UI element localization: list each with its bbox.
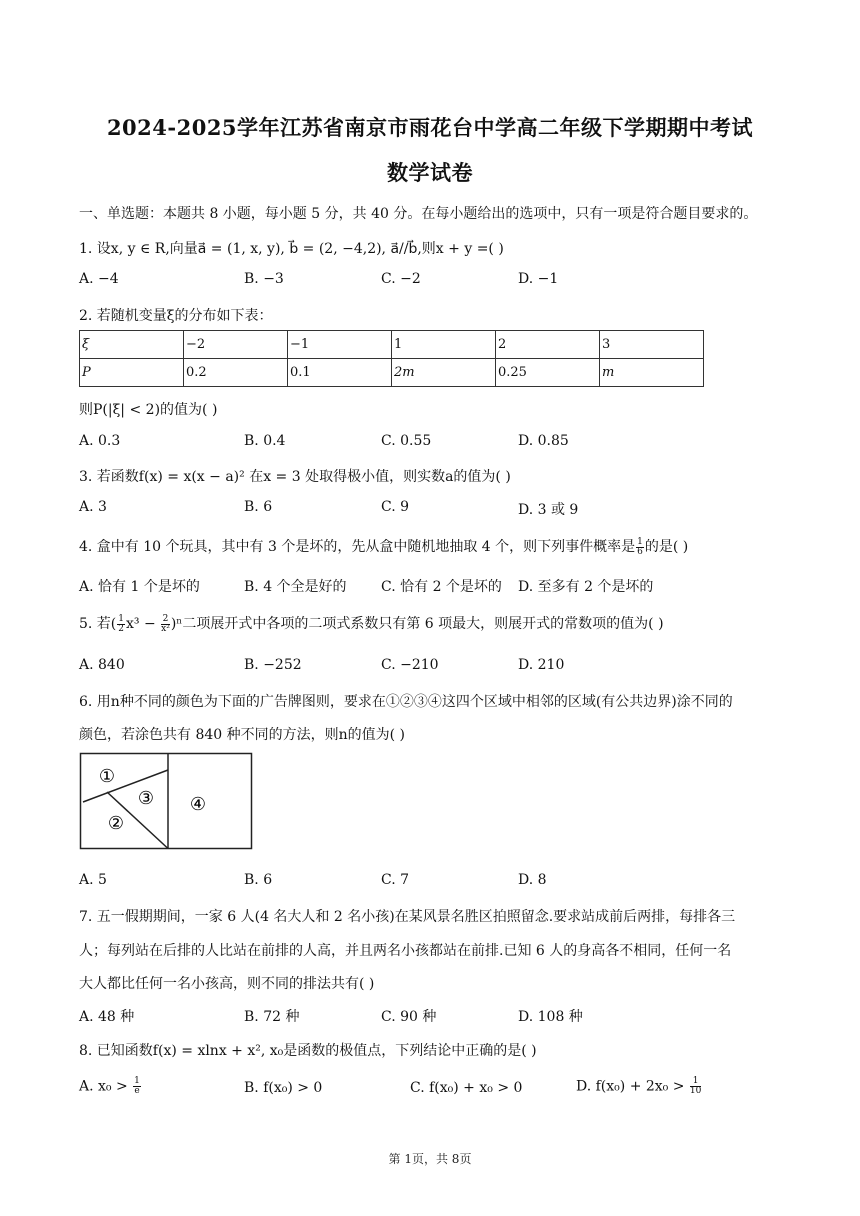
table-cell: m bbox=[600, 359, 704, 387]
q2-option-c: C. 0.55 bbox=[381, 433, 432, 449]
q8-stem: 8. 已知函数f(x) = xlnx + x², x₀是函数的极值点，下列结论中正确的是( ) bbox=[79, 1043, 537, 1059]
q4-stem-text: 4. 盒中有 10 个玩具，其中有 3 个是坏的，先从盒中随机地抽取 4 个，则下列事件概率是 bbox=[79, 539, 636, 555]
q5-stem-mid: x³ − bbox=[126, 616, 161, 632]
table-cell: −2 bbox=[184, 331, 288, 359]
q6-option-a: A. 5 bbox=[79, 872, 107, 888]
exam-subtitle: 数学试卷 bbox=[387, 160, 473, 185]
q6-option-d: D. 8 bbox=[518, 872, 547, 888]
q1-option-b: B. −3 bbox=[244, 271, 284, 287]
distribution-table bbox=[79, 330, 704, 387]
q5-fraction-1 bbox=[117, 615, 125, 634]
table-cell: 2m bbox=[392, 359, 496, 387]
region-2-label: ② bbox=[107, 813, 125, 834]
divider-diagonal-upper bbox=[83, 770, 168, 802]
table-row bbox=[80, 359, 704, 387]
q1-option-c: C. −2 bbox=[381, 271, 421, 287]
table-cell: 2 bbox=[496, 331, 600, 359]
q5-stem-text: 5. 若( bbox=[79, 616, 117, 632]
fraction-denominator: 2 bbox=[118, 623, 125, 634]
fraction-denominator: 6 bbox=[637, 546, 643, 557]
exam-title: 2024-2025学年江苏省南京市雨花台中学高二年级下学期期中考试 bbox=[106, 115, 754, 140]
fraction-numerator: 1 bbox=[134, 1076, 140, 1086]
table-cell: 3 bbox=[600, 331, 704, 359]
fraction-denominator: x² bbox=[161, 623, 170, 634]
q5-stem-tail: )ⁿ二项展开式中各项的二项式系数只有第 6 项最大，则展开式的常数项的值为( ) bbox=[170, 616, 664, 632]
q5-option-a: A. 840 bbox=[79, 657, 125, 673]
q2-option-d: D. 0.85 bbox=[518, 433, 569, 449]
q5-stem bbox=[79, 613, 664, 634]
table-cell: 0.2 bbox=[184, 359, 288, 387]
page-footer: 第 1页，共 8页 bbox=[388, 1152, 472, 1166]
table-cell: P bbox=[80, 359, 184, 387]
q8-option-a-fraction bbox=[133, 1077, 141, 1096]
q8-option-a bbox=[79, 1077, 142, 1096]
q4-stem-tail: 的是( ) bbox=[644, 539, 689, 555]
q5-option-b: B. −252 bbox=[244, 657, 302, 673]
q4-option-c: C. 恰有 2 个是坏的 bbox=[381, 579, 502, 595]
q4-option-b: B. 4 个全是好的 bbox=[244, 579, 347, 595]
q6-stem-line1: 6. 用n种不同的颜色为下面的广告牌图则，要求在①②③④这四个区域中相邻的区域(有公共边界)涂不同的 bbox=[79, 694, 733, 710]
q7-option-c: C. 90 种 bbox=[381, 1009, 437, 1025]
q7-option-b: B. 72 种 bbox=[244, 1009, 300, 1025]
q4-fraction bbox=[636, 538, 644, 557]
fraction-numerator: 1 bbox=[637, 536, 643, 547]
q2-option-b: B. 0.4 bbox=[244, 433, 286, 449]
region-1-label: ① bbox=[98, 766, 116, 787]
q1-option-a: A. −4 bbox=[79, 271, 119, 287]
q7-option-a: A. 48 种 bbox=[79, 1009, 135, 1025]
q1-stem: 1. 设x, y ∈ R,向量a⃗ = (1, x, y), b⃗ = (2, −4,2), a⃗//b⃗,则x + y =( ) bbox=[79, 241, 504, 257]
q6-option-b: B. 6 bbox=[244, 872, 273, 888]
q4-option-a: A. 恰有 1 个是坏的 bbox=[79, 579, 200, 595]
q3-option-b: B. 6 bbox=[244, 499, 273, 515]
billboard-figure bbox=[79, 752, 255, 852]
q2-question: 则P(|ξ| < 2)的值为( ) bbox=[79, 402, 218, 418]
q4-stem bbox=[79, 536, 688, 557]
q7-stem-line3: 大人都比任何一名小孩高，则不同的排法共有( ) bbox=[79, 976, 375, 992]
table-cell: ξ bbox=[80, 331, 184, 359]
q7-stem-line1: 7. 五一假期期间，一家 6 人(4 名大人和 2 名小孩)在某风景名胜区拍照留念.要求站成前后两排，每排各三 bbox=[79, 909, 736, 925]
table-cell: −1 bbox=[288, 331, 392, 359]
q8-option-c: C. f(x₀) + x₀ > 0 bbox=[410, 1080, 523, 1096]
fraction-numerator: 1 bbox=[118, 613, 125, 624]
q3-stem: 3. 若函数f(x) = x(x − a)² 在x = 3 处取得极小值，则实数a的值为( ) bbox=[79, 469, 511, 485]
q8-option-d-text: D. f(x₀) + 2x₀ > bbox=[576, 1078, 689, 1095]
fraction-denominator: 10 bbox=[689, 1086, 702, 1096]
table-cell: 0.25 bbox=[496, 359, 600, 387]
q7-option-d: D. 108 种 bbox=[518, 1009, 583, 1025]
section-heading: 一、单选题：本题共 8 小题，每小题 5 分，共 40 分。在每小题给出的选项中，只有一项是符合题目要求的。 bbox=[79, 206, 758, 222]
q6-option-c: C. 7 bbox=[381, 872, 410, 888]
q3-option-d: D. 3 或 9 bbox=[518, 502, 579, 518]
q3-option-a: A. 3 bbox=[79, 499, 107, 515]
q8-option-b: B. f(x₀) > 0 bbox=[244, 1080, 323, 1096]
region-4-label: ④ bbox=[189, 794, 207, 815]
q8-option-d bbox=[576, 1077, 702, 1096]
q8-option-a-text: A. x₀ > bbox=[79, 1078, 133, 1095]
q5-option-d: D. 210 bbox=[518, 657, 565, 673]
q8-option-d-fraction bbox=[690, 1077, 701, 1096]
q7-stem-line2: 人；每列站在后排的人比站在前排的人高，并且两名小孩都站在前排.已知 6 人的身高各不相同，任何一名 bbox=[79, 943, 732, 959]
region-3-label: ③ bbox=[137, 788, 155, 809]
table-cell: 1 bbox=[392, 331, 496, 359]
table-cell: 0.1 bbox=[288, 359, 392, 387]
q2-stem: 2. 若随机变量ξ的分布如下表： bbox=[79, 308, 273, 324]
fraction-denominator: e bbox=[134, 1086, 140, 1096]
table-row bbox=[80, 331, 704, 359]
q1-option-d: D. −1 bbox=[518, 271, 559, 287]
q5-fraction-2 bbox=[161, 615, 170, 634]
q5-option-c: C. −210 bbox=[381, 657, 439, 673]
q3-option-c: C. 9 bbox=[381, 499, 410, 515]
q6-stem-line2: 颜色，若涂色共有 840 种不同的方法，则n的值为( ) bbox=[79, 727, 406, 743]
fraction-numerator: 2 bbox=[162, 613, 169, 624]
fraction-numerator: 1 bbox=[690, 1077, 701, 1087]
q2-option-a: A. 0.3 bbox=[79, 433, 121, 449]
q4-option-d: D. 至多有 2 个是坏的 bbox=[518, 579, 654, 595]
